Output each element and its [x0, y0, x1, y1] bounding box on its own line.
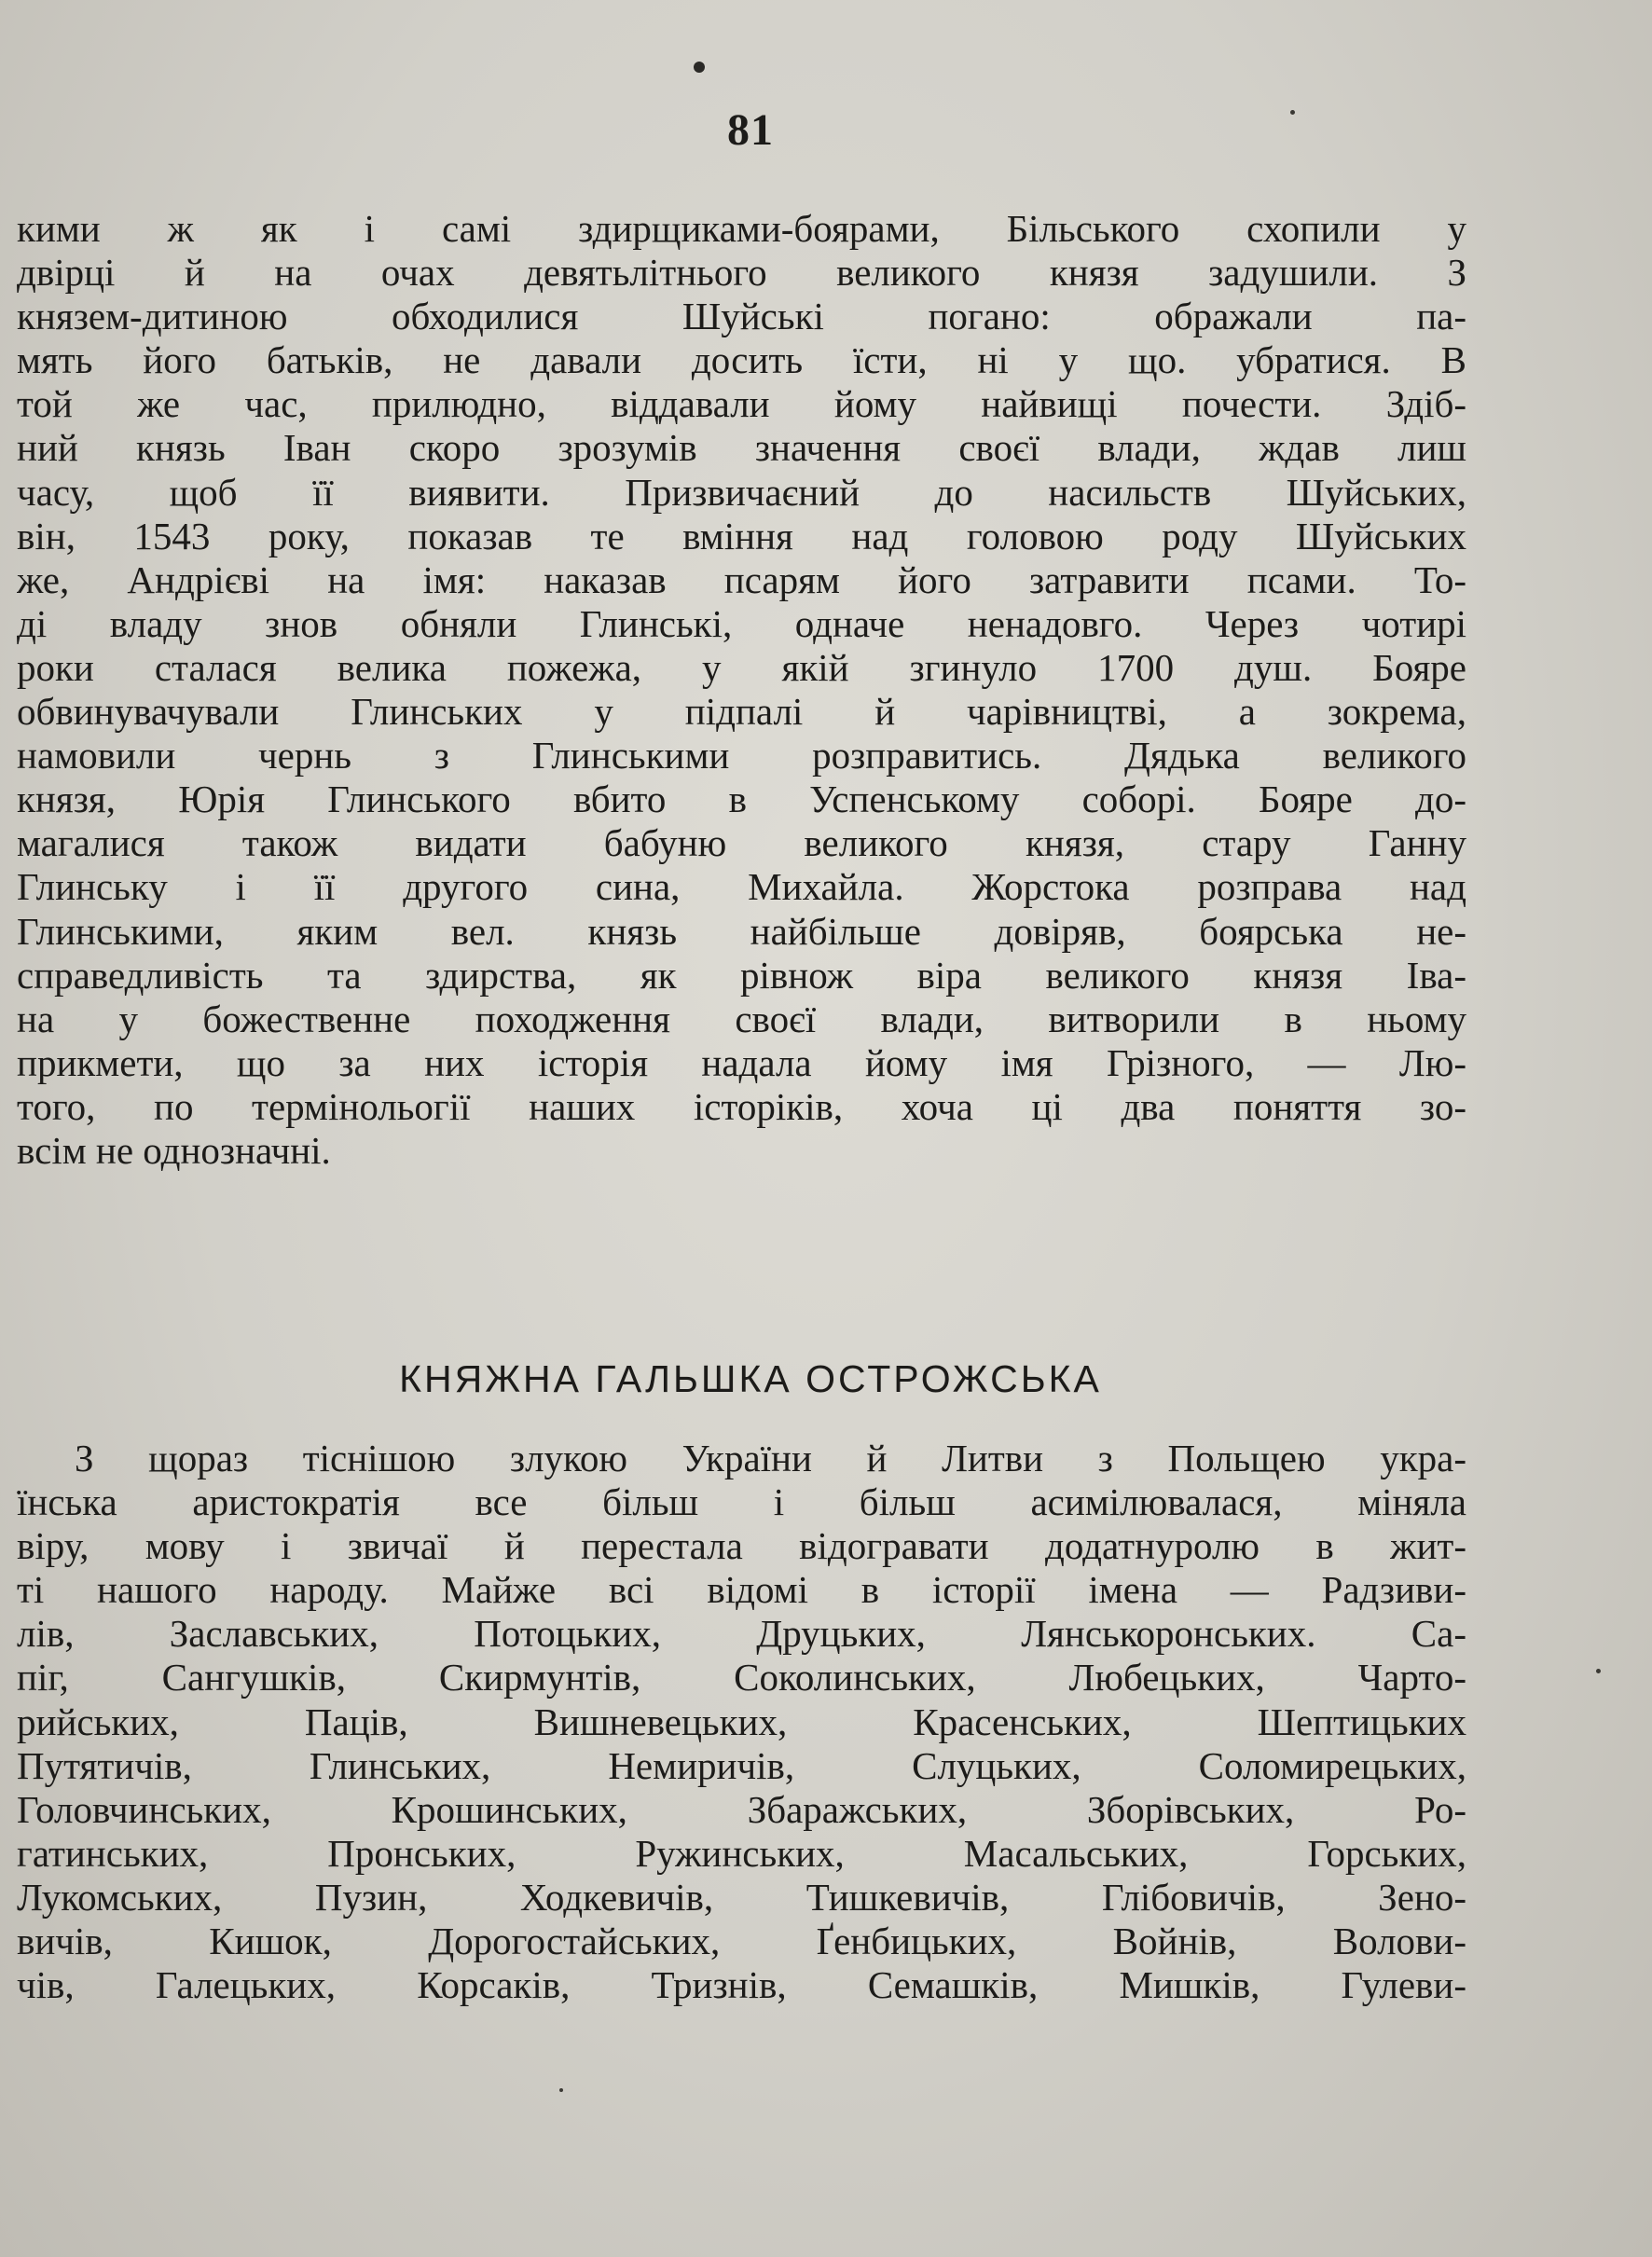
text-line: той же час, прилюдно, віддавали йому найвищі почести. Здіб- [17, 382, 1466, 426]
text-line: гатинських, Пронських, Ружинських, Масальських, Горських, [17, 1831, 1466, 1875]
ink-dot [694, 62, 705, 73]
page-number: 81 [727, 105, 774, 155]
text-line: прикмети, що за них історія надала йому імя Грізного, — Лю- [17, 1040, 1466, 1084]
text-line: чів, Галецьких, Корсаків, Тризнів, Семашків, Мишків, Гулеви- [17, 1963, 1466, 2007]
text-line: часу, щоб її виявити. Призвичаєний до насильств Шуйських, [17, 470, 1466, 514]
text-line: князем-дитиною обходилися Шуйські погано: ображали па- [17, 295, 1466, 338]
text-line: піг, Сангушків, Скирмунтів, Соколинських, Любецьких, Чарто- [17, 1656, 1466, 1700]
section-paragraph [17, 1437, 1466, 2007]
text-line: намовили чернь з Глинськими розправитись. Дядька великого [17, 734, 1466, 778]
ink-speck [559, 2088, 563, 2092]
text-line: на у божественне походження своєї влади, витворили в ньому [17, 997, 1466, 1040]
text-line: Путятичів, Глинських, Немиричів, Слуцьких, Соломирецьких, [17, 1743, 1466, 1787]
text-line: ді владу знов обняли Глинські, одначе ненадовго. Через чотирі [17, 601, 1466, 645]
text-line: справедливість та здирства, як рівнож віра великого князя Іва- [17, 953, 1466, 997]
text-line: віру, мову і звичаї й перестала відогравати додатнуролю в жит- [17, 1524, 1466, 1568]
text-line: Лукомських, Пузин, Ходкевичів, Тишкевичів, Глібовичів, Зено- [17, 1875, 1466, 1919]
text-line: З щораз тіснішою злукою України й Литви з Польщею укра- [75, 1437, 1466, 1479]
text-line: вичів, Кишок, Дорогостайських, Ґенбицьких, Войнів, Волови- [17, 1920, 1466, 1963]
text-line: мять його батьків, не давали досить їсти, ні у що. убратися. В [17, 338, 1466, 382]
text-line: роки сталася велика пожежа, у якій згинуло 1700 душ. Бояре [17, 645, 1466, 689]
text-line: двірці й на очах девятьлітнього великого князя задушили. З [17, 251, 1466, 295]
text-line: кими ж як і самі здирщиками-боярами, Більського схопили у [17, 207, 1466, 250]
text-line: всім не однозначні. [17, 1128, 331, 1172]
section-title: КНЯЖНА ГАЛЬШКА ОСТРОЖСЬКА [399, 1357, 1102, 1400]
text-line: Головчинських, Крошинських, Збаражських, Зборівських, Ро- [17, 1787, 1466, 1831]
text-line: обвинувачували Глинських у підпалі й чарівництві, а зокрема, [17, 690, 1466, 734]
text-line: же, Андрієві на імя: наказав псарям його затравити псами. То- [17, 557, 1466, 601]
paragraph-continued [17, 207, 1466, 1173]
text-line: їнська аристократія все більш і більш асимілювалася, міняла [17, 1480, 1466, 1524]
text-line: рийських, Пацiв, Вишневецьких, Красенських, Шептицьких [17, 1700, 1466, 1743]
text-line: лів, Заславських, Потоцьких, Друцьких, Лянськоронських. Са- [17, 1612, 1466, 1656]
text-line: магалися також видати бабуню великого князя, стару Ганну [17, 821, 1466, 865]
text-line: він, 1543 року, показав те вміння над головою роду Шуйських [17, 514, 1466, 557]
text-line: того, по термінольогії наших історіків, хоча ці два поняття зо- [17, 1084, 1466, 1128]
text-line: ний князь Іван скоро зрозумів значення своєї влади, ждав лиш [17, 426, 1466, 470]
text-line: ті нашого народу. Майже всі відомі в історії імена — Радзиви- [17, 1568, 1466, 1612]
ink-speck [1596, 1669, 1601, 1673]
text-line: Глинськими, яким вел. князь найбільше довіряв, боярська не- [17, 909, 1466, 953]
text-line: Глинську і її другого сина, Михайла. Жорстока розправа над [17, 865, 1466, 909]
text-line: князя, Юрія Глинського вбито в Успенському соборі. Бояре до- [17, 778, 1466, 821]
